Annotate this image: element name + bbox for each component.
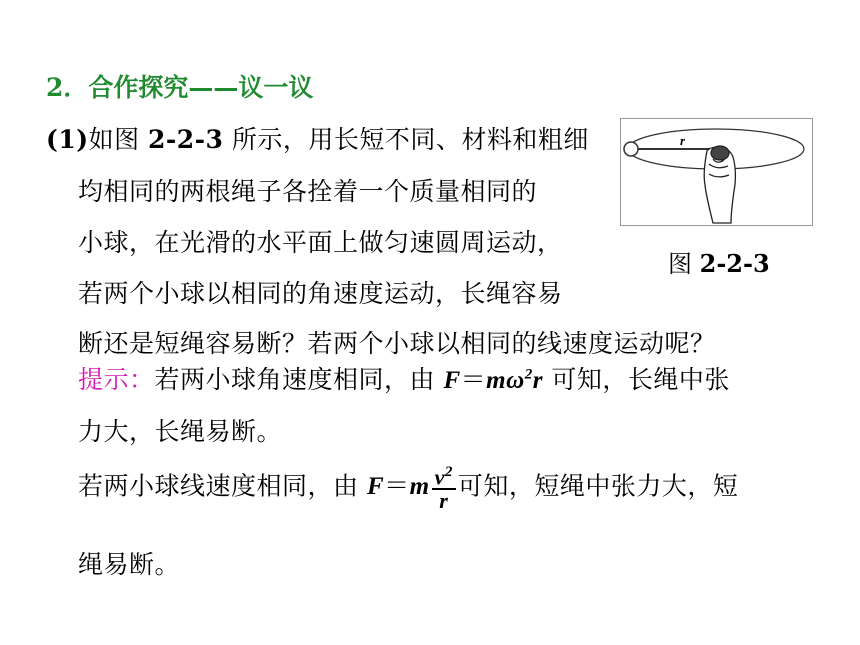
question-text: 如图 — [88, 125, 149, 154]
radius-label: r — [680, 133, 686, 148]
hand-icon — [704, 146, 735, 223]
figure-caption: 图 2-2-3 — [668, 249, 770, 278]
ball — [624, 142, 638, 156]
section-heading: 2．合作探究——议一议 — [46, 73, 314, 102]
question-line-4: 若两个小球以相同的角速度运动，长绳容易 — [78, 279, 563, 308]
fraction-v2-over-r: $\frac{v^2}{r}$ — [432, 465, 456, 512]
hint-label: 提示： — [78, 365, 155, 394]
formula-2: F＝m $\frac{v^2}{r}$ — [367, 473, 458, 500]
answer-line-4: 绳易断。 — [78, 550, 181, 579]
question-number: (1) — [46, 125, 89, 154]
question-line-1 — [46, 120, 589, 156]
question-line-2: 均相同的两根绳子各拴着一个质量相同的 — [78, 177, 538, 206]
question-line-5: 断还是短绳容易断？若两个小球以相同的线速度运动呢？ — [78, 329, 716, 358]
figure-circular-motion — [620, 118, 813, 226]
question-line-3: 小球，在光滑的水平面上做匀速圆周运动， — [78, 228, 563, 257]
formula-1: $F=m\omega^2r$ — [443, 366, 543, 394]
question-text: 所示，用长短不同、材料和粗细 — [223, 125, 589, 154]
answer-line-3: 若两小球线速度相同，由 F＝m $\frac{v^2}{r}$ 可知，短绳中张力大，短 — [78, 464, 739, 514]
answer-line-2: 力大，长绳易断。 — [78, 417, 283, 446]
answer-line-1: 提示：若两小球角速度相同，由 $F=m\omega^2r$ 可知，长绳中张 — [78, 365, 730, 394]
figure-reference: 2-2-3 — [148, 125, 224, 154]
circular-motion-illustration — [621, 119, 812, 225]
